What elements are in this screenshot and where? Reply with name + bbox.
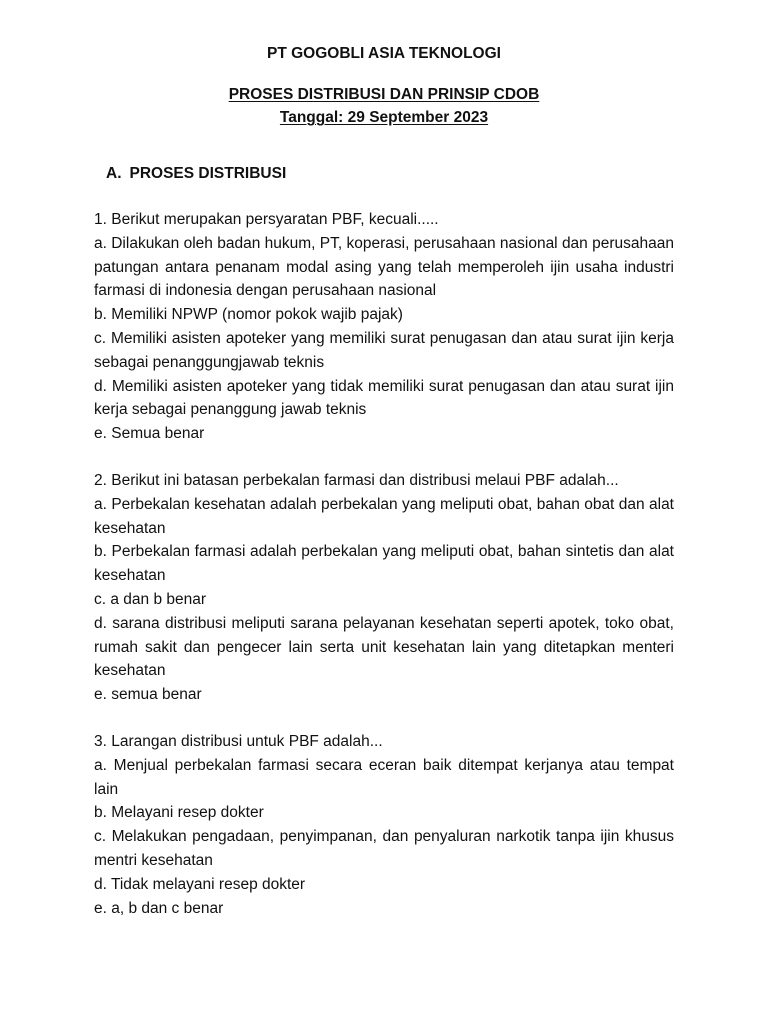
option-e: e. semua benar xyxy=(94,686,202,704)
option-c: c. a dan b benar xyxy=(94,590,207,608)
option-c: c. Memiliki asisten apoteker yang memiliki surat penugasan dan atau surat ijin kerja sebagai penanggungjawab teknis xyxy=(94,329,674,371)
option-d: d. sarana distribusi meliputi sarana pelayanan kesehatan seperti apotek, toko obat, rumah sakit dan pengecer lain serta unit kesehatan lain yang ditetapkan menteri kesehatan xyxy=(94,614,674,680)
question-text: 2. Berikut ini batasan perbekalan farmasi dan distribusi melaui PBF adalah... xyxy=(94,471,619,489)
section-heading xyxy=(106,162,674,185)
option-a: a. Menjual perbekalan farmasi secara eceran baik ditempat kerjanya atau tempat lain xyxy=(94,756,674,798)
section-title: PROSES DISTRIBUSI xyxy=(129,165,287,182)
option-c: c. Melakukan pengadaan, penyimpanan, dan penyaluran narkotik tanpa ijin khusus mentri kesehatan xyxy=(94,828,674,869)
option-d: d. Memiliki asisten apoteker yang tidak memiliki surat penugasan dan atau surat ijin kerja sebagai penanggung jawab teknis xyxy=(94,377,674,419)
document-date: Tanggal: 29 September 2023 xyxy=(279,109,489,126)
option-b: b. Melayani resep dokter xyxy=(94,804,264,822)
option-a: a. Dilakukan oleh badan hukum, PT, koperasi, perusahaan nasional dan perusahaan patungan antara penanam modal asing yang telah memperoleh ijin usaha industri farmasi di indonesia dengan perusahaan nasional xyxy=(94,234,674,300)
question-text: 1. Berikut merupakan persyaratan PBF, kecuali..... xyxy=(94,211,439,228)
document-page xyxy=(94,42,674,920)
section-letter: A. xyxy=(106,165,122,182)
option-b: b. Perbekalan farmasi adalah perbekalan yang meliputi obat, bahan sintetis dan alat kesehatan xyxy=(94,543,674,585)
question-2 xyxy=(94,469,674,707)
document-title: PROSES DISTRIBUSI DAN PRINSIP CDOB xyxy=(228,86,540,103)
option-e: e. a, b dan c benar xyxy=(94,899,224,917)
option-b: b. Memiliki NPWP (nomor pokok wajib pajak) xyxy=(94,306,403,324)
question-3 xyxy=(94,730,674,920)
option-a: a. Perbekalan kesehatan adalah perbekalan yang meliputi obat, bahan obat dan alat kesehatan xyxy=(94,495,674,537)
question-text: 3. Larangan distribusi untuk PBF adalah... xyxy=(94,732,383,750)
question-1 xyxy=(94,208,674,446)
option-e: e. Semua benar xyxy=(94,425,205,443)
company-name: PT GOGOBLI ASIA TEKNOLOGI xyxy=(267,45,501,62)
option-d: d. Tidak melayani resep dokter xyxy=(94,875,306,893)
